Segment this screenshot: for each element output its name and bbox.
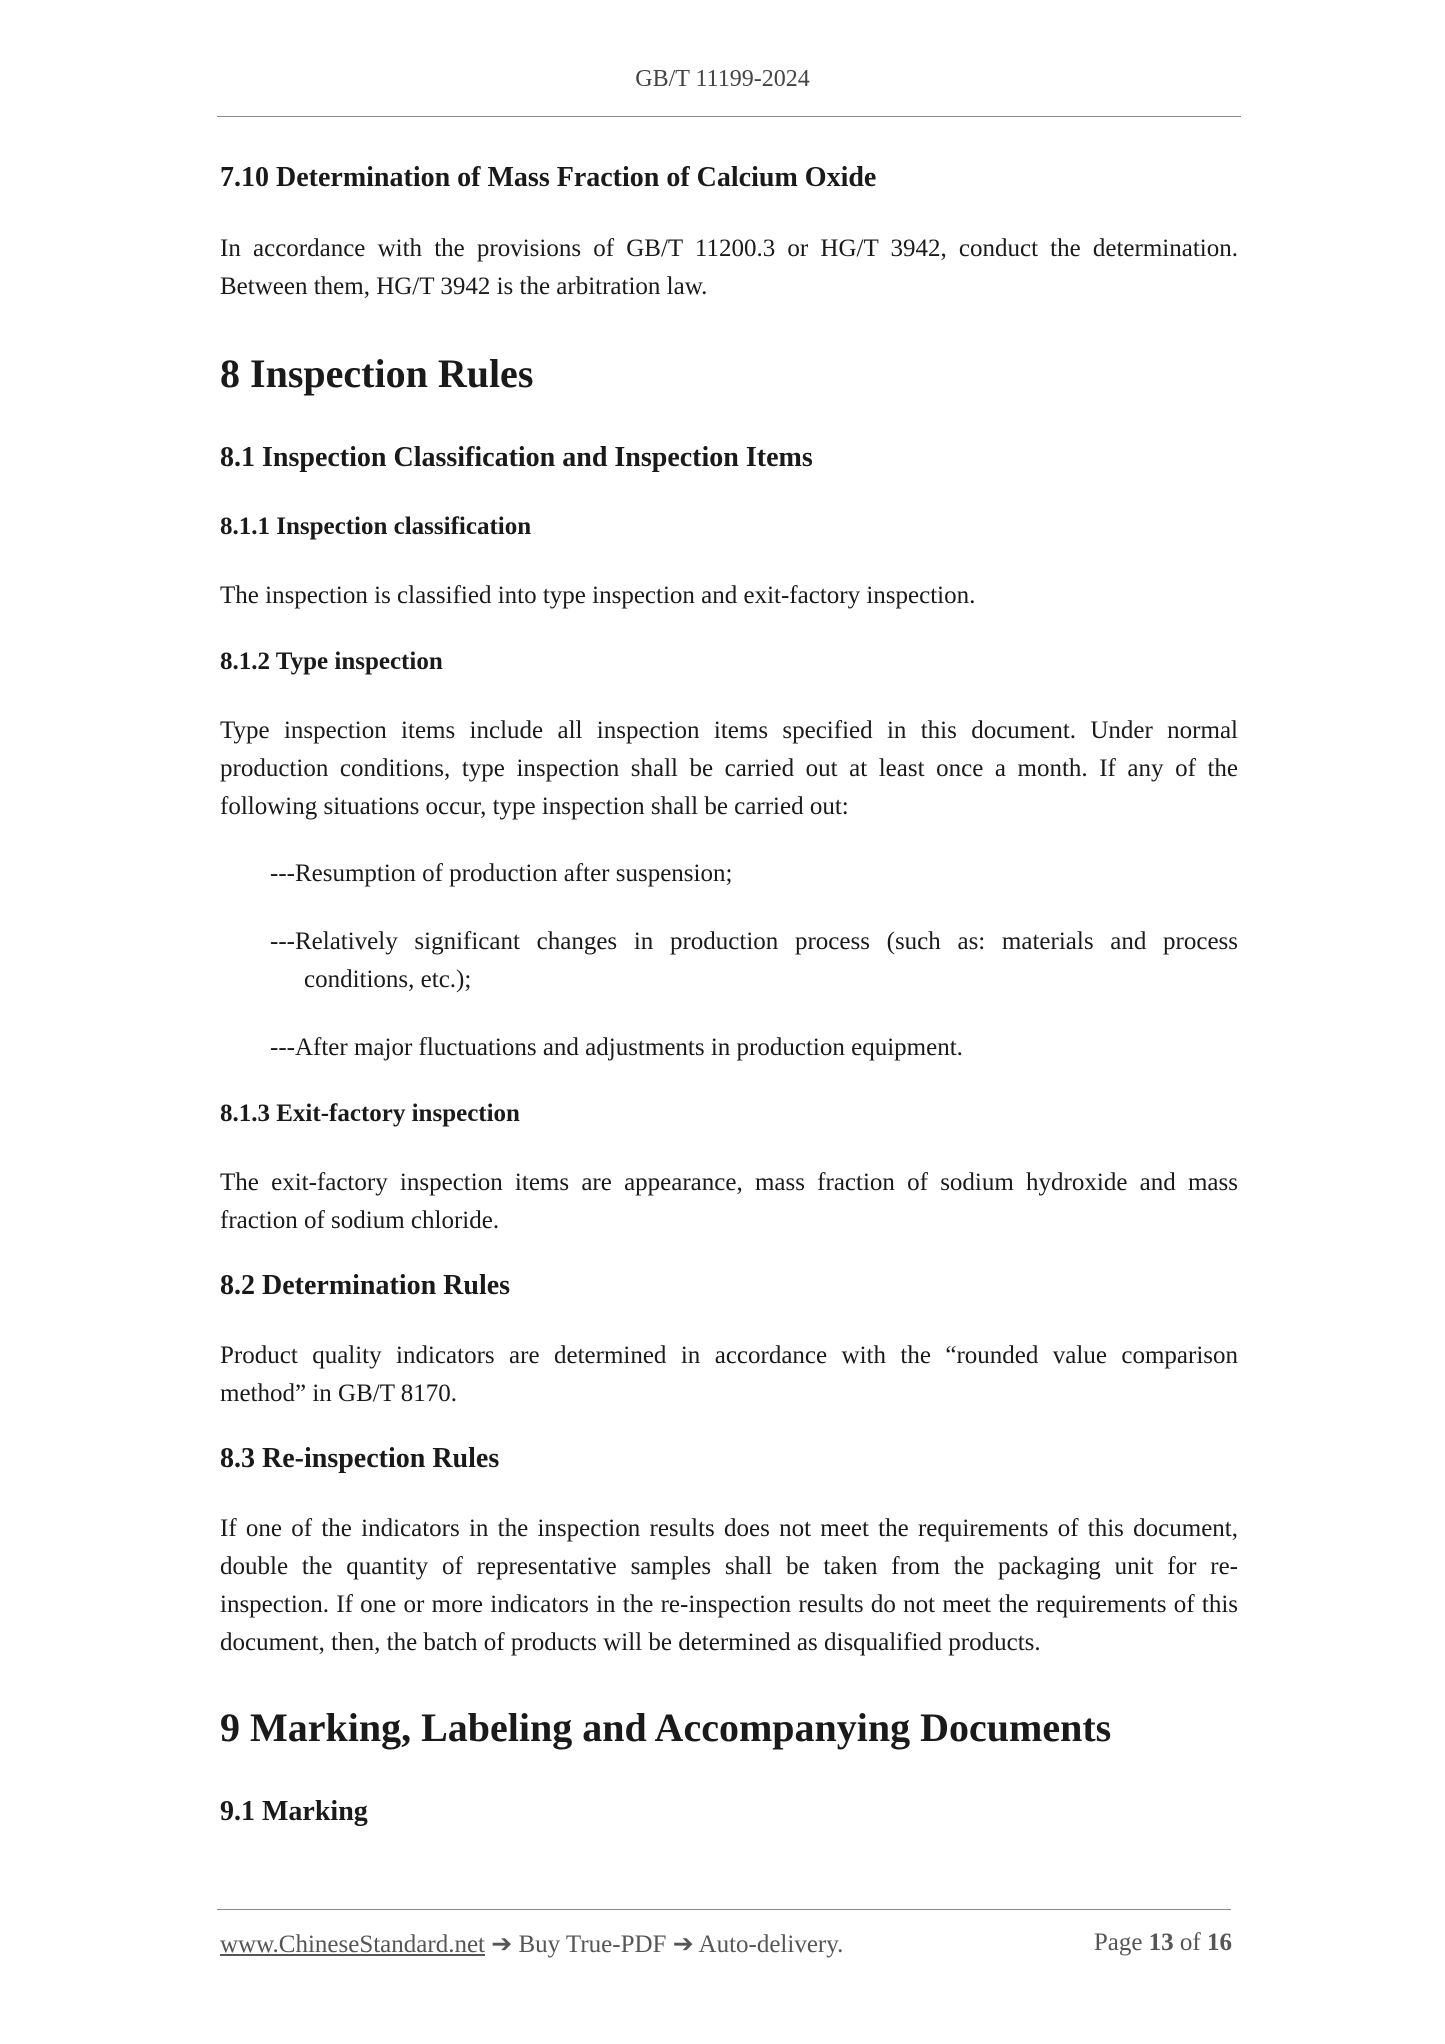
paragraph-8-2: Product quality indicators are determined in accordance with the “rounded value comparison method” in GB/T 8170. bbox=[220, 1342, 1238, 1407]
footer-promo bbox=[220, 1929, 843, 1959]
arrow-right-icon: ➔ bbox=[491, 1931, 513, 1958]
heading-8: 8 Inspection Rules bbox=[220, 351, 534, 396]
footer-divider bbox=[217, 1909, 1231, 1910]
paragraph-7-10: In accordance with the provisions of GB/T 11200.3 or HG/T 3942, conduct the determination. Between them, HG/T 3942 is the arbitration law. bbox=[220, 235, 1238, 300]
heading-8-1-1: 8.1.1 Inspection classification bbox=[220, 513, 532, 540]
arrow-right-icon: ➔ bbox=[672, 1931, 694, 1958]
heading-9-1: 9.1 Marking bbox=[220, 1796, 368, 1827]
running-header: GB/T 11199-2024 bbox=[635, 66, 810, 92]
heading-9: 9 Marking, Labeling and Accompanying Documents bbox=[220, 1705, 1112, 1750]
list-item: ---Resumption of production after suspension; bbox=[270, 860, 733, 887]
list-item: ---After major fluctuations and adjustments in production equipment. bbox=[270, 1034, 963, 1061]
current-page: 13 bbox=[1148, 1929, 1174, 1956]
heading-8-1-2: 8.1.2 Type inspection bbox=[220, 648, 443, 675]
header-divider bbox=[217, 116, 1241, 117]
page-label: Page bbox=[1093, 1929, 1143, 1956]
of-label: of bbox=[1179, 1929, 1201, 1956]
buy-true-pdf-text: Buy True-PDF bbox=[518, 1931, 667, 1958]
website-link[interactable]: www.ChineseStandard.net bbox=[220, 1931, 485, 1958]
heading-8-1-3: 8.1.3 Exit-factory inspection bbox=[220, 1100, 520, 1127]
total-pages: 16 bbox=[1207, 1929, 1232, 1956]
heading-7-10: 7.10 Determination of Mass Fraction of Calcium Oxide bbox=[220, 162, 877, 193]
paragraph-8-1-3: The exit-factory inspection items are appearance, mass fraction of sodium hydroxide and mass fraction of sodium chloride. bbox=[220, 1169, 1238, 1234]
paragraph-8-1-2: Type inspection items include all inspection items specified in this document. Under normal production conditions, type inspection shall be carried out at least once a month. If any of the following situations occur, type inspection shall be carried out: bbox=[220, 717, 1238, 820]
heading-8-3: 8.3 Re-inspection Rules bbox=[220, 1443, 500, 1474]
list-item: ---Relatively significant changes in production process (such as: materials and process conditions, etc.); bbox=[270, 928, 1238, 993]
paragraph-8-3: If one of the indicators in the inspection results does not meet the requirements of this document, double the quantity of representative samples shall be taken from the packaging unit for re-inspection. If one or more indicators in the re-inspection results do not meet the requirements of this document, then, the batch of products will be determined as disqualified products. bbox=[220, 1515, 1238, 1656]
heading-8-1: 8.1 Inspection Classification and Inspection Items bbox=[220, 442, 813, 473]
paragraph-8-1-1: The inspection is classified into type inspection and exit-factory inspection. bbox=[220, 582, 976, 609]
page-number bbox=[1094, 1929, 1232, 1957]
heading-8-2: 8.2 Determination Rules bbox=[220, 1270, 511, 1301]
auto-delivery-text: Auto-delivery. bbox=[698, 1931, 844, 1958]
